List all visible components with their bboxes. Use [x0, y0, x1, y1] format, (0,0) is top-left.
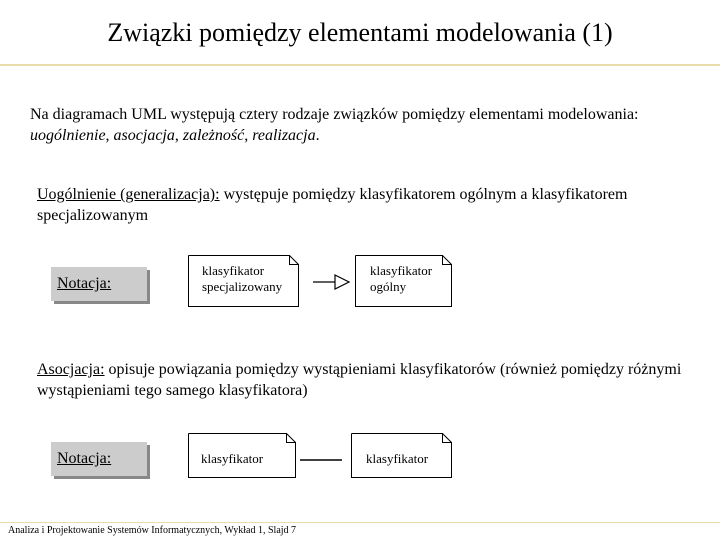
association-left-classifier-box: [188, 433, 296, 478]
solid-line-icon: [300, 454, 342, 466]
association-right-classifier-box: [351, 433, 452, 478]
generalization-paragraph: [37, 184, 677, 226]
classifier-label-line: specjalizowany: [202, 279, 283, 294]
generalization-description: występuje pomiędzy klasyfikatorem ogólnym a klasyfikatorem specjalizowanym: [37, 186, 628, 224]
footer-divider: [0, 522, 720, 523]
association-description: opisuje powiązania pomiędzy wystąpieniami klasyfikatorów (również pomiędzy różnymi wystąpieniami tego samego klasyfikatora): [37, 361, 682, 399]
classifier-label: [201, 451, 263, 467]
classifier-label: [370, 263, 432, 295]
hollow-triangle-arrow-icon: [313, 273, 351, 291]
intro-end: .: [315, 127, 320, 144]
classifier-label-line: klasyfikator: [366, 451, 429, 466]
classifier-label-line: klasyfikator: [201, 451, 264, 466]
relation-kind-dependency: zależność: [182, 127, 245, 144]
slide-title: Związki pomiędzy elementami modelowania (1): [107, 18, 613, 47]
separator: ,: [105, 127, 114, 144]
relation-kind-realization: realizacja: [252, 127, 316, 144]
notation-label-text: Notacja:: [57, 450, 112, 467]
classifier-label-line: ogólny: [370, 279, 407, 294]
classifier-label: [366, 451, 428, 467]
separator: ,: [174, 127, 183, 144]
separator: ,: [244, 127, 253, 144]
association-term: Asocjacja:: [37, 361, 105, 378]
general-classifier-box: [355, 255, 452, 307]
generalization-term: Uogólnienie (generalizacja):: [37, 186, 220, 203]
specialized-classifier-box: [188, 255, 299, 307]
title-divider: [0, 64, 720, 66]
classifier-label-line: klasyfikator: [370, 263, 433, 278]
slide-footer: Analiza i Projektowanie Systemów Informatycznych, Wykład 1, Slajd 7: [8, 525, 297, 536]
association-paragraph: [37, 359, 697, 401]
generalization-notation-label: [51, 267, 147, 301]
relation-kind-association: asocjacja: [113, 127, 175, 144]
classifier-label: [202, 263, 282, 295]
intro-text: Na diagramach UML występują cztery rodzaje związków pomiędzy elementami modelowania:: [30, 106, 639, 123]
association-notation-label: [51, 442, 147, 476]
classifier-label-line: klasyfikator: [202, 263, 265, 278]
intro-paragraph: [30, 104, 670, 146]
relation-kind-generalization: uogólnienie: [30, 127, 106, 144]
notation-label-text: Notacja:: [57, 275, 112, 292]
